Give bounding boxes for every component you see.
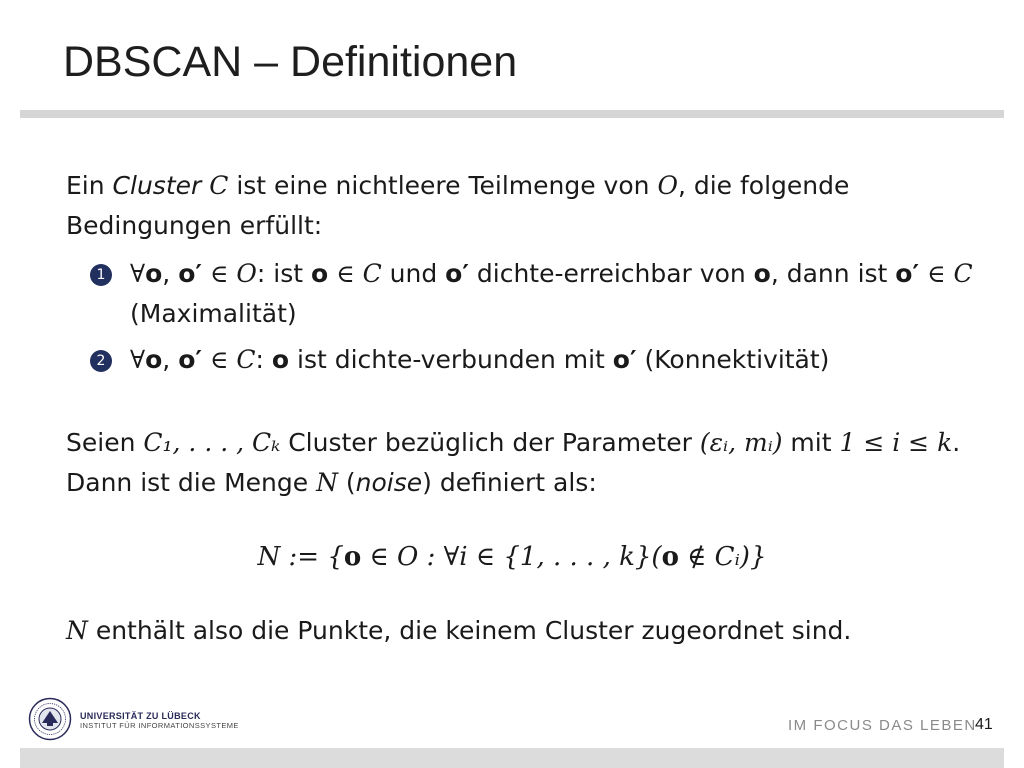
- condition-maximality: 1 ∀o, o′ ∈ O: ist o ∈ C und o′ dichte-erreichbar von o, dann ist o′ ∈ C (Maximalität): [90, 254, 990, 334]
- title-divider: [20, 110, 1004, 118]
- noise-intro-paragraph: Seien C₁, . . . , Cₖ Cluster bezüglich der Parameter (εᵢ, mᵢ) mit 1 ≤ i ≤ k. Dann ist die Menge N (noise) definiert als:: [66, 428, 961, 497]
- noise-formula: N := {o ∈ O : ∀i ∈ {1, . . . , k}(o ∉ Cᵢ)}: [257, 542, 767, 572]
- item-number-badge: 2: [90, 350, 112, 372]
- university-name: [80, 711, 239, 731]
- university-seal-icon: [28, 697, 72, 741]
- institute-label: INSTITUT FÜR INFORMATIONSSYSTEME: [80, 721, 239, 730]
- footer-motto: IM FOCUS DAS LEBEN: [788, 717, 977, 734]
- noise-summary-paragraph: N enthält also die Punkte, die keinem Cluster zugeordnet sind.: [66, 616, 852, 645]
- conditions-list: [90, 254, 990, 380]
- condition-connectivity: 2 ∀o, o′ ∈ C: o ist dichte-verbunden mit o′ (Konnektivität): [90, 340, 990, 380]
- cluster-definition-paragraph: Ein Cluster C ist eine nichtleere Teilmenge von O, die folgende Bedingungen erfüllt:: [66, 171, 850, 240]
- footer-bar: [20, 748, 1004, 768]
- page-number: 41: [975, 716, 993, 733]
- university-label: UNIVERSITÄT ZU LÜBECK: [80, 711, 201, 721]
- item-number-badge: 1: [90, 264, 112, 286]
- slide-title: DBSCAN – Definitionen: [63, 38, 518, 86]
